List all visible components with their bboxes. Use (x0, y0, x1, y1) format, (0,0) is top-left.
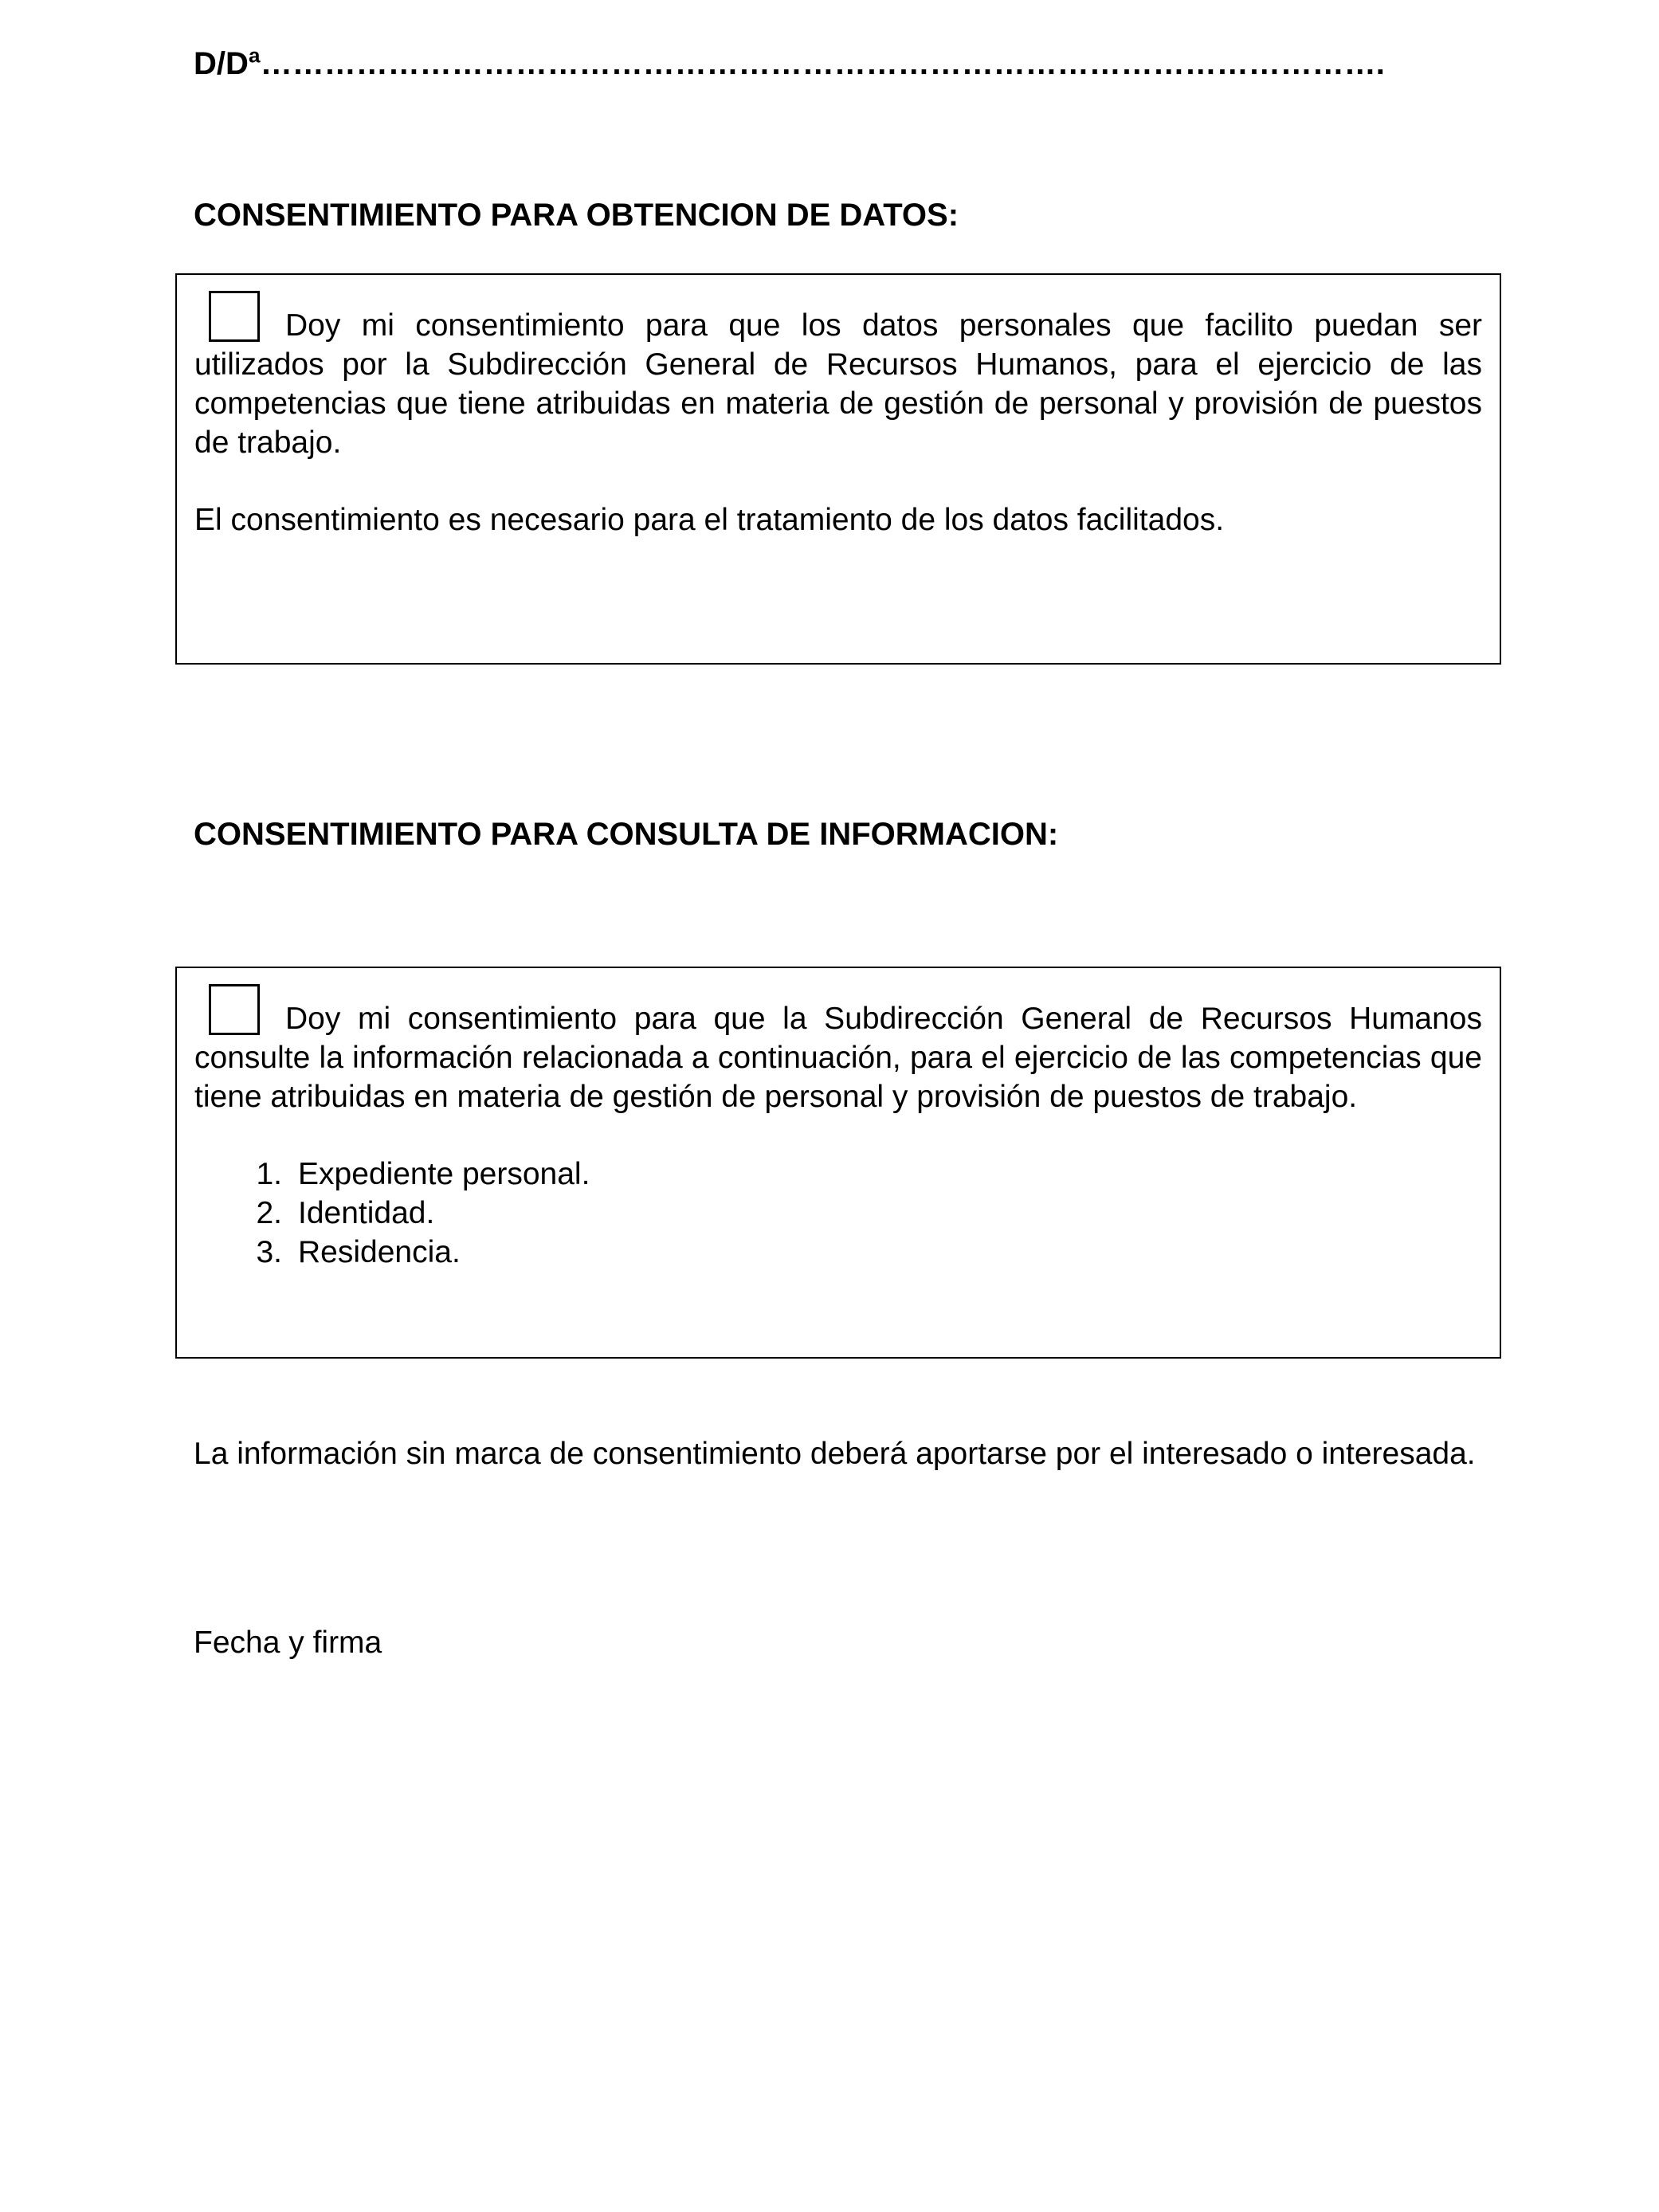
closing-note: La información sin marca de consentimiento deberá aportarse por el interesado o interesada. (194, 1437, 1476, 1471)
section-heading-information-query: CONSENTIMIENTO PARA CONSULTA DE INFORMACION: (194, 817, 1059, 852)
consent-box-information-query (175, 967, 1501, 1359)
list-item-label: Expediente personal. (298, 1157, 590, 1191)
list-item-label: Identidad. (298, 1196, 435, 1230)
list-item-number: 1. (256, 1157, 282, 1191)
date-signature-label: Fecha y firma (194, 1626, 382, 1660)
information-list (194, 1155, 1482, 1272)
consent-text-data-collection: Doy mi consentimiento para que los datos personales que facilito puedan ser utilizados por la Subdirección General de Recursos Humanos, para el ejercicio de las competencias que tiene atribuidas en materia de gestión de personal y provisión de puestos de trabajo. (194, 308, 1482, 460)
list-item (194, 1233, 1482, 1272)
list-item (194, 1194, 1482, 1233)
consent-note: El consentimiento es necesario para el tratamiento de los datos facilitados. (194, 503, 1225, 537)
consent-text-information-query: Doy mi consentimiento para que la Subdirección General de Recursos Humanos consulte la información relacionada a continuación, para el ejercicio de las competencias que tiene atribuidas en materia de gestión de personal y provisión de puestos de trabajo. (194, 1002, 1482, 1114)
list-item-label: Residencia. (298, 1235, 461, 1269)
consent-box-data-collection (175, 273, 1501, 665)
list-item-number: 2. (256, 1196, 282, 1230)
consent-paragraph-data-collection (194, 291, 1482, 462)
section-heading-data-collection: CONSENTIMIENTO PARA OBTENCION DE DATOS: (194, 198, 959, 233)
list-item (194, 1155, 1482, 1194)
consent-paragraph-information-query (194, 984, 1482, 1116)
consent-checkbox-data-collection[interactable] (209, 291, 260, 342)
consent-checkbox-information-query[interactable] (209, 984, 260, 1035)
name-line[interactable]: D/Dª……………………………………………………………………………………………. (194, 46, 1385, 81)
list-item-number: 3. (256, 1235, 282, 1269)
